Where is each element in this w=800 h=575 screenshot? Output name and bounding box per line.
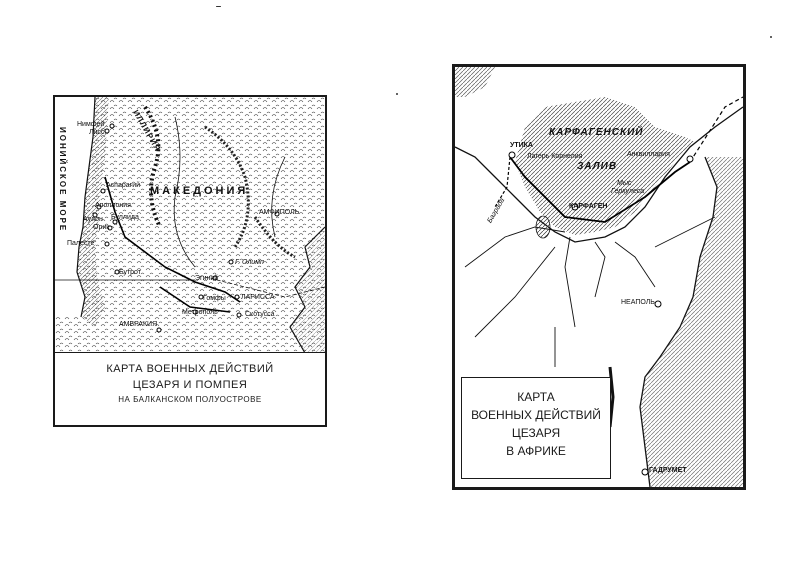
map-right-title-line2: ВОЕННЫХ ДЕЙСТВИЙ [471, 408, 601, 422]
place-carthage: КАРФАГЕН [569, 203, 608, 210]
place-amphipolis: АМФИПОЛЬ [259, 209, 300, 216]
africa-campaign-map [452, 64, 746, 490]
place-lissus: Лисс [89, 129, 105, 136]
place-olympus: Г. Олимп [235, 259, 264, 266]
page-speck [396, 93, 398, 95]
place-asparagium: Аспарагий [106, 182, 141, 189]
gulf-label-line1: КАРФАГЕНСКИЙ [549, 127, 644, 138]
place-anquillaria: Анквиллария [627, 151, 670, 158]
place-hadrumetum: ГАДРУМЕТ [649, 467, 687, 474]
place-utica: УТИКА [510, 142, 533, 149]
place-gomphi: Гомфы [203, 295, 226, 302]
region-macedonia: МАКЕДОНИЯ [150, 185, 249, 197]
place-buthrotum: Бутрот [119, 269, 141, 276]
place-palaeste: Палесте [67, 240, 95, 247]
page-speck [216, 6, 221, 7]
place-byllis: Буллида [111, 214, 139, 221]
cape-line1: Мыс [617, 180, 632, 187]
page-speck [770, 36, 772, 38]
river-bagradas: Баграда [486, 197, 507, 225]
place-scotussa: Скотусса [245, 311, 275, 318]
map-left-title-line3: НА БАЛКАНСКОМ ПОЛУОСТРОВЕ [118, 395, 262, 404]
place-larissa: ЛАРИССА [241, 294, 275, 301]
map-right-title-line3: ЦЕЗАРЯ [511, 426, 561, 440]
map-right-title-line1: КАРТА [517, 390, 555, 404]
cape-line2: Геркулеса [611, 188, 645, 195]
place-camp-cornelius: Лагерь Корнелия [527, 153, 583, 160]
balkan-campaign-map [53, 95, 327, 427]
map-right-title-line4: В АФРИКЕ [506, 444, 566, 458]
region-illyria: ИЛЛИРИЯ [131, 108, 163, 154]
place-nymphaeum: Нимфей [77, 121, 105, 128]
place-aulon: Аулон [83, 216, 103, 223]
map-left-title-line1: КАРТА ВОЕННЫХ ДЕЙСТВИЙ [106, 363, 274, 375]
map-right-title-box [461, 377, 611, 479]
place-ambracia: АМБРАКИЯ [119, 321, 158, 328]
place-apollonia: Аполлония [95, 202, 131, 209]
place-neapolis: НЕАПОЛЬ [621, 299, 655, 306]
place-oricum: Орик [93, 224, 110, 231]
map-left-title-box [55, 352, 325, 425]
gulf-label-line2: ЗАЛИВ [577, 161, 618, 172]
place-metropolis: Метрополь [182, 309, 218, 316]
sea-ionian: ИОНИЙСКОЕ МОРЕ [58, 127, 67, 233]
place-aeginium: Эгиний [195, 275, 219, 282]
map-left-title-line2: ЦЕЗАРЯ И ПОМПЕЯ [132, 379, 248, 391]
